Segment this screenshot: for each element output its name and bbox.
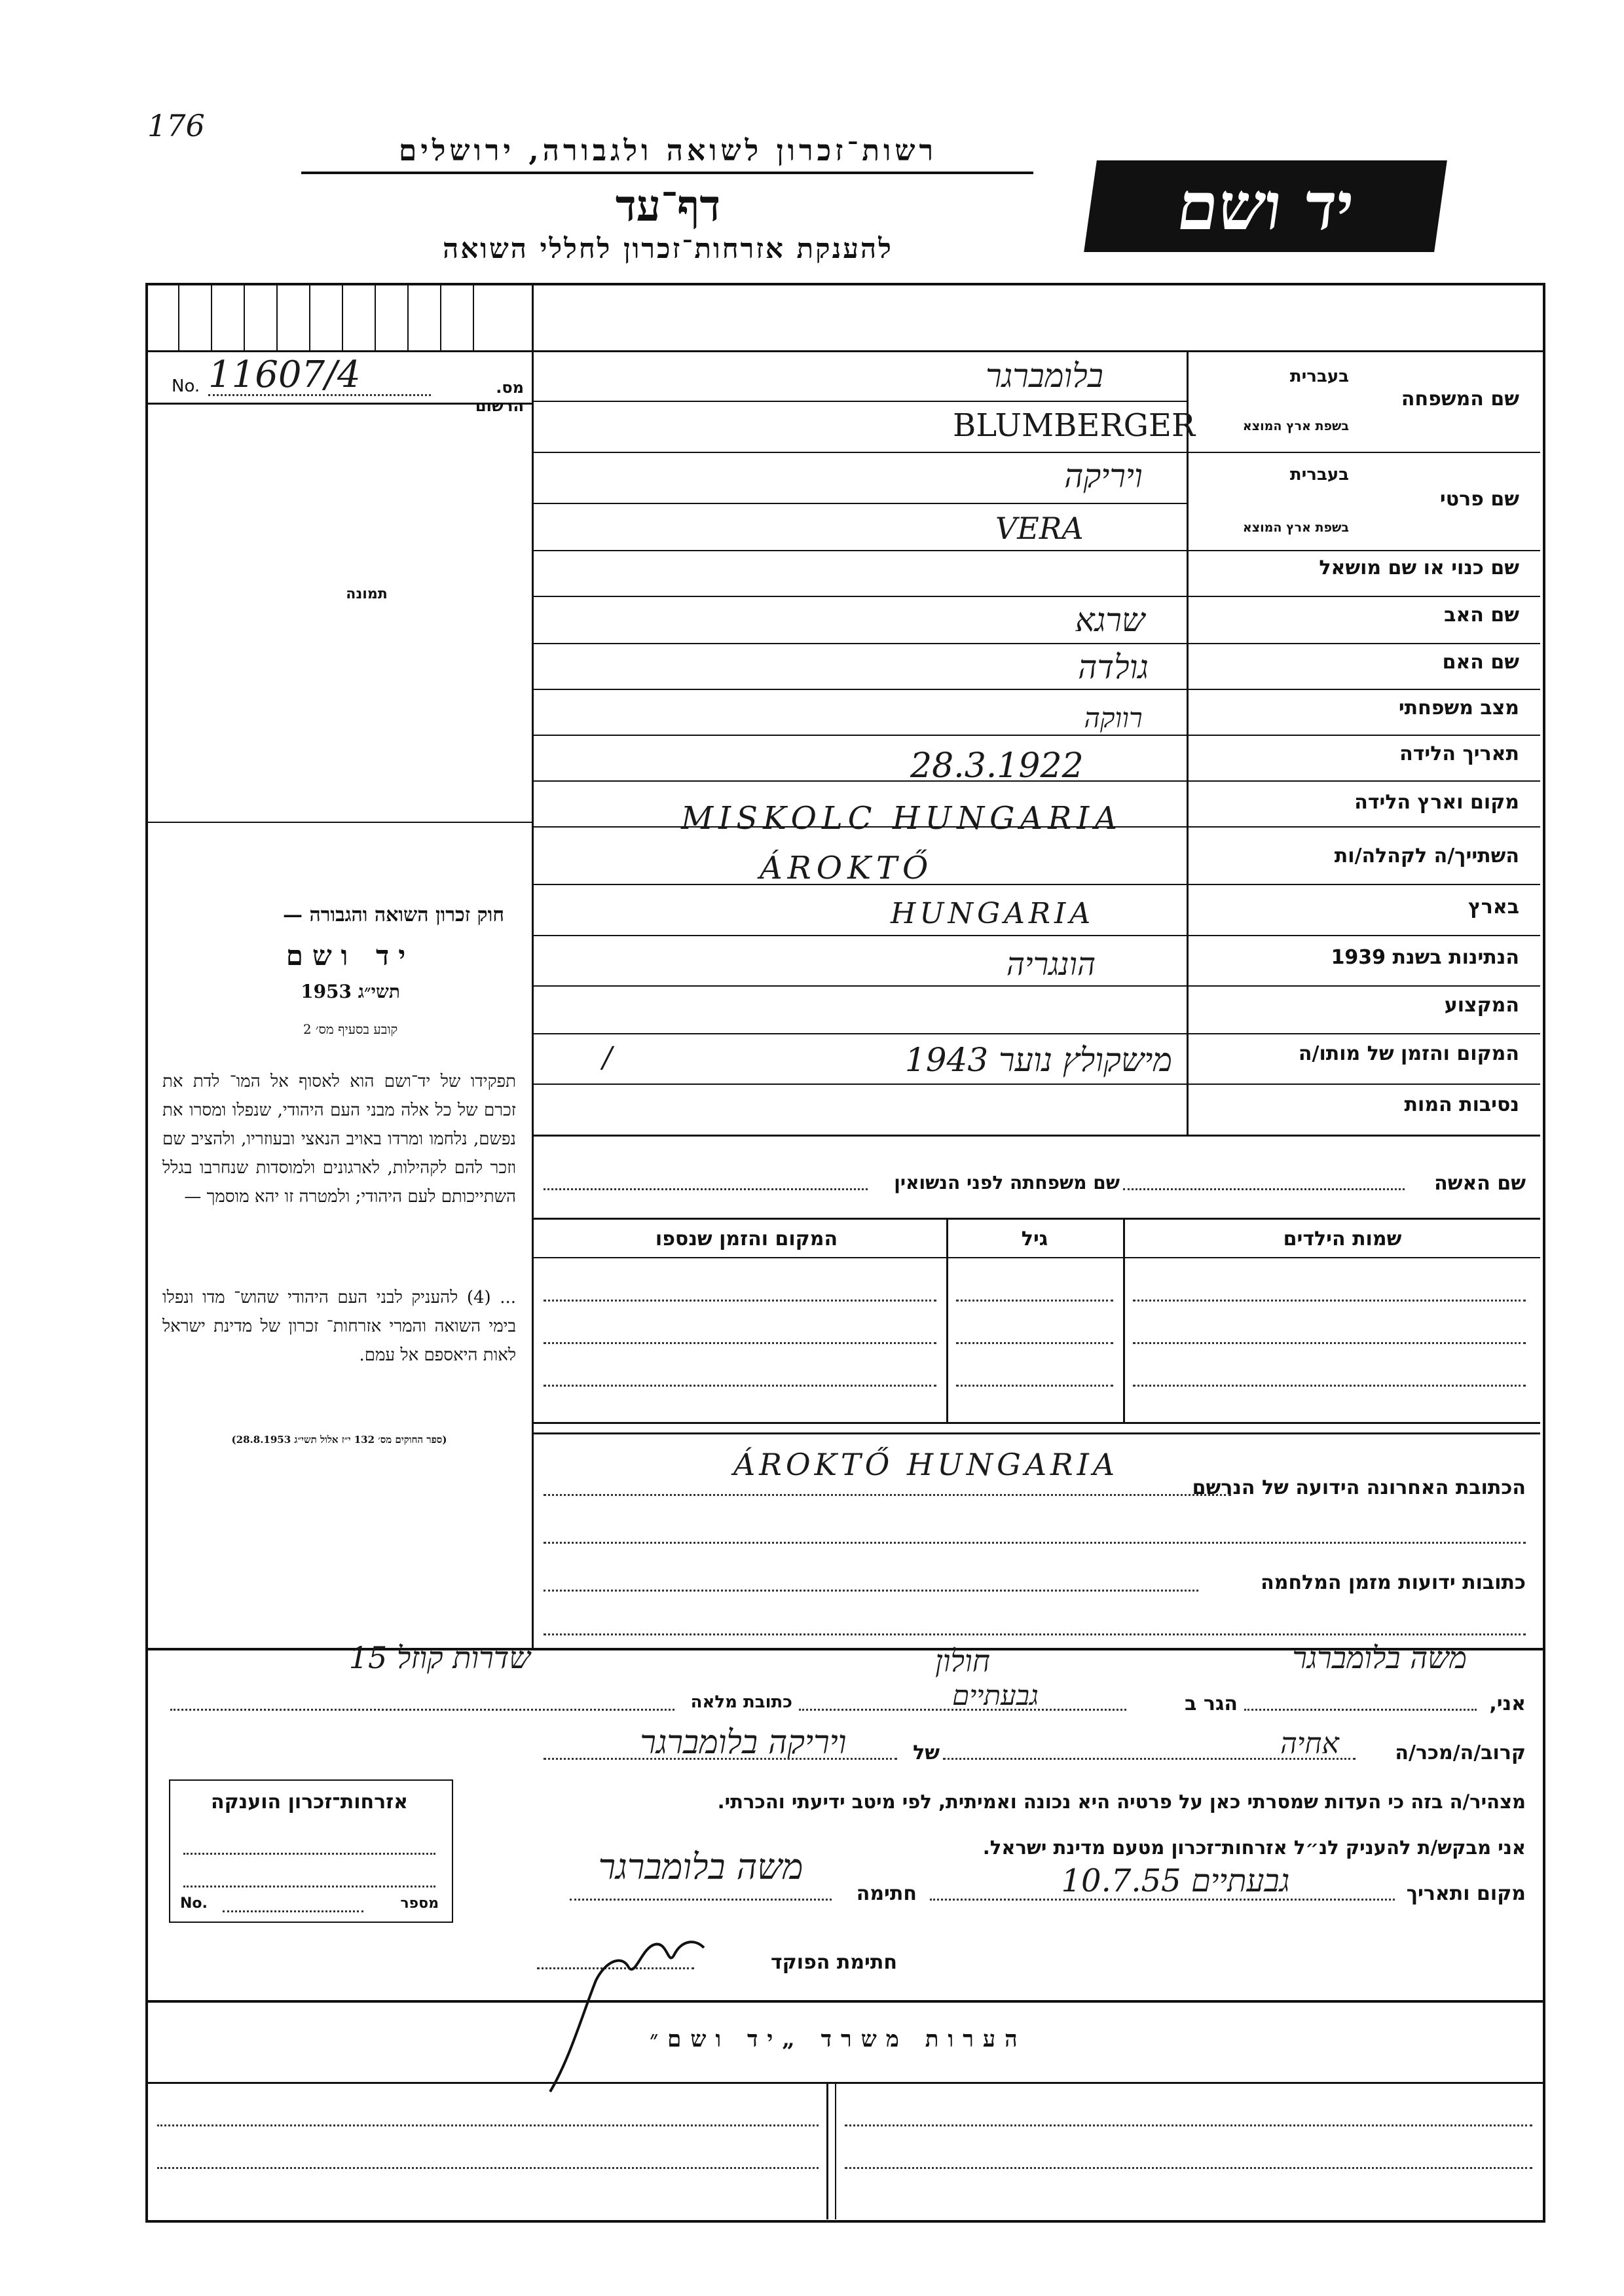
place-date-label: מקום ותאריך — [1406, 1882, 1526, 1905]
first-name-origin-value: VERA — [995, 511, 1084, 546]
marital-value: רווקה — [1084, 702, 1143, 734]
law-citation: (ספר החוקים מס׳ 132 י״ז אלול תשי״ג 28.8.1953) — [231, 1434, 447, 1446]
birth-date-label: תאריך הלידה — [1399, 742, 1519, 765]
officer-label: חתימת הפוקד — [771, 1951, 897, 1974]
marital-label: מצב משפחתי — [1398, 697, 1519, 720]
form-subtitle: להענקת אזרחות־זכרון לחללי השואה — [443, 232, 893, 264]
last-address-label: הכתובת האחרונה הידועה של הנרשם — [1192, 1476, 1526, 1499]
photo-label: תמונה — [346, 586, 388, 602]
surname-origin-value: BLUMBERGER — [953, 407, 1196, 444]
resides-label: הגר ב — [1185, 1692, 1238, 1715]
war-address-label: כתובות ידועות מזמן המלחמה — [1261, 1571, 1526, 1594]
yad-vashem-logo: יד ושם — [1084, 160, 1447, 252]
declarant-city: גבעתיים — [952, 1679, 1039, 1711]
maiden-label: שם משפחתה לפני הנשואין — [894, 1172, 1120, 1194]
registration-number: 11607/4 — [208, 354, 361, 396]
surname-label: שם המשפחה — [1401, 388, 1519, 410]
citizenship-number-label: מספר — [400, 1895, 439, 1912]
last-address-value: ÁROKTŐ HUNGARIA — [733, 1447, 1119, 1482]
father-label: שם האב — [1444, 604, 1519, 627]
country-label: בארץ — [1467, 896, 1519, 919]
country-value: HUNGARIA — [891, 897, 1095, 930]
community-label: השתייך/ה לקהלה/ות — [1334, 845, 1519, 867]
surname-hebrew-value: בלומברגר — [986, 357, 1103, 395]
signature-label: חתימה — [856, 1882, 917, 1905]
surname-hebrew-label: בעברית — [1289, 367, 1349, 386]
declaration-text: מצהיר/ה בזה כי העדות שמסרתי כאן על פרטיה היא נכונה ואמיתית, לפי מיטב ידיעתי והכרתי. — [717, 1791, 1526, 1813]
i-label: אני, — [1489, 1692, 1526, 1715]
first-name-origin-label: בשפת ארץ המוצא — [1242, 520, 1349, 535]
mother-label: שם האם — [1442, 651, 1519, 674]
children-death-header: המקום והזמן שנספו — [655, 1228, 838, 1250]
relation-value: אחיה — [1280, 1727, 1339, 1760]
wife-label: שם האשה — [1434, 1172, 1526, 1195]
request-text: אני מבקש/ת להעניק לנ״ל אזרחות־זכרון מטעם מדינת ישראל. — [982, 1836, 1526, 1859]
place-date-value: גבעתיים 10.7.55 — [1061, 1863, 1290, 1899]
law-year: תשי״ג 1953 — [301, 981, 400, 1002]
law-title: חוק זכרון השואה והגבורה — — [283, 903, 504, 926]
death-circumstances-label: נסיבות המות — [1404, 1093, 1519, 1116]
page-number: 176 — [147, 108, 205, 143]
profession-label: המקצוע — [1444, 994, 1519, 1017]
nickname-label: שם כנוי או שם מושאל — [1319, 556, 1519, 579]
relation-label: קרוב/ה/מכר/ה — [1395, 1741, 1526, 1764]
mother-value: גולדה — [1078, 648, 1149, 686]
remarks-title: הערות משרד „יד ושם״ — [650, 2026, 1027, 2052]
children-age-header: גיל — [1021, 1228, 1048, 1250]
citizenship-box-title: אזרחות־זכרון הוענקה — [210, 1791, 409, 1813]
surname-origin-label: בשפת ארץ המוצא — [1242, 419, 1349, 433]
father-value: שרגא — [1075, 601, 1145, 639]
children-names-header: שמות הילדים — [1283, 1228, 1402, 1250]
signature-value: משה בלומברגר — [598, 1846, 803, 1887]
form-title: דף־עד — [615, 180, 721, 231]
declarant-street: שדרות קוזל 15 — [348, 1640, 530, 1675]
of-label: של — [913, 1741, 940, 1764]
birth-place-label: מקום וארץ הלידה — [1354, 791, 1519, 814]
citizenship-no-label: No. — [180, 1895, 208, 1912]
address-label: כתובת מלאה — [690, 1692, 792, 1712]
authority-title: רשות־זכרון לשואה ולגבורה, ירושלים — [398, 134, 938, 168]
officer-signature-mark — [544, 1928, 714, 2105]
first-name-hebrew-label: בעברית — [1289, 465, 1349, 484]
citizenship-value: הונגריה — [1006, 946, 1096, 983]
death-label: המקום והזמן של מותו/ה — [1298, 1042, 1519, 1065]
law-clause: קובע בסעיף מס׳ 2 — [303, 1021, 398, 1037]
birth-date-value: 28.3.1922 — [910, 746, 1084, 786]
community-value: ÁROKTŐ — [760, 850, 934, 886]
citizenship-label: הנתינות בשנת 1939 — [1331, 946, 1519, 969]
law-paragraph-2: ... (4) להעניק לבני העם היהודי שהוש־ מדו ונפלו בימי השואה והמרי אזרחות־ זכרון של מדינת ישראל לאות היאספם אל עמם. — [162, 1288, 516, 1365]
birth-place-value: MISKOLC HUNGARIA — [681, 800, 1122, 837]
declarant-name: משה בלומברגר — [1292, 1640, 1467, 1675]
death-value: מישקולץ נוער 1943 — [904, 1041, 1172, 1079]
reg-no-prefix: No. — [172, 376, 200, 396]
law-paragraph-1: תפקידו של יד־ושם הוא לאסוף אל המו־ לדת את זכרם של כל אלה מבני העם היהודי, שנפלו ומסרו את נפשם, נלחמו ומרדו באויב הנאצי ובעוזריו, ולהציב שם וזכר להם לקהילות, לארגונים ולמוסדות שנחרבו בגלל השתייכותם לעם היהודי; ולמטרה זו יהא מוסמך — — [162, 1072, 516, 1207]
law-name: יד ושם — [286, 939, 415, 972]
of-name: ויריקה בלומברגר — [640, 1723, 847, 1761]
first-name-hebrew-value: ויריקה — [1064, 457, 1143, 495]
first-name-label: שם פרטי — [1439, 488, 1519, 511]
reg-label: מס. הרשום — [475, 378, 524, 415]
